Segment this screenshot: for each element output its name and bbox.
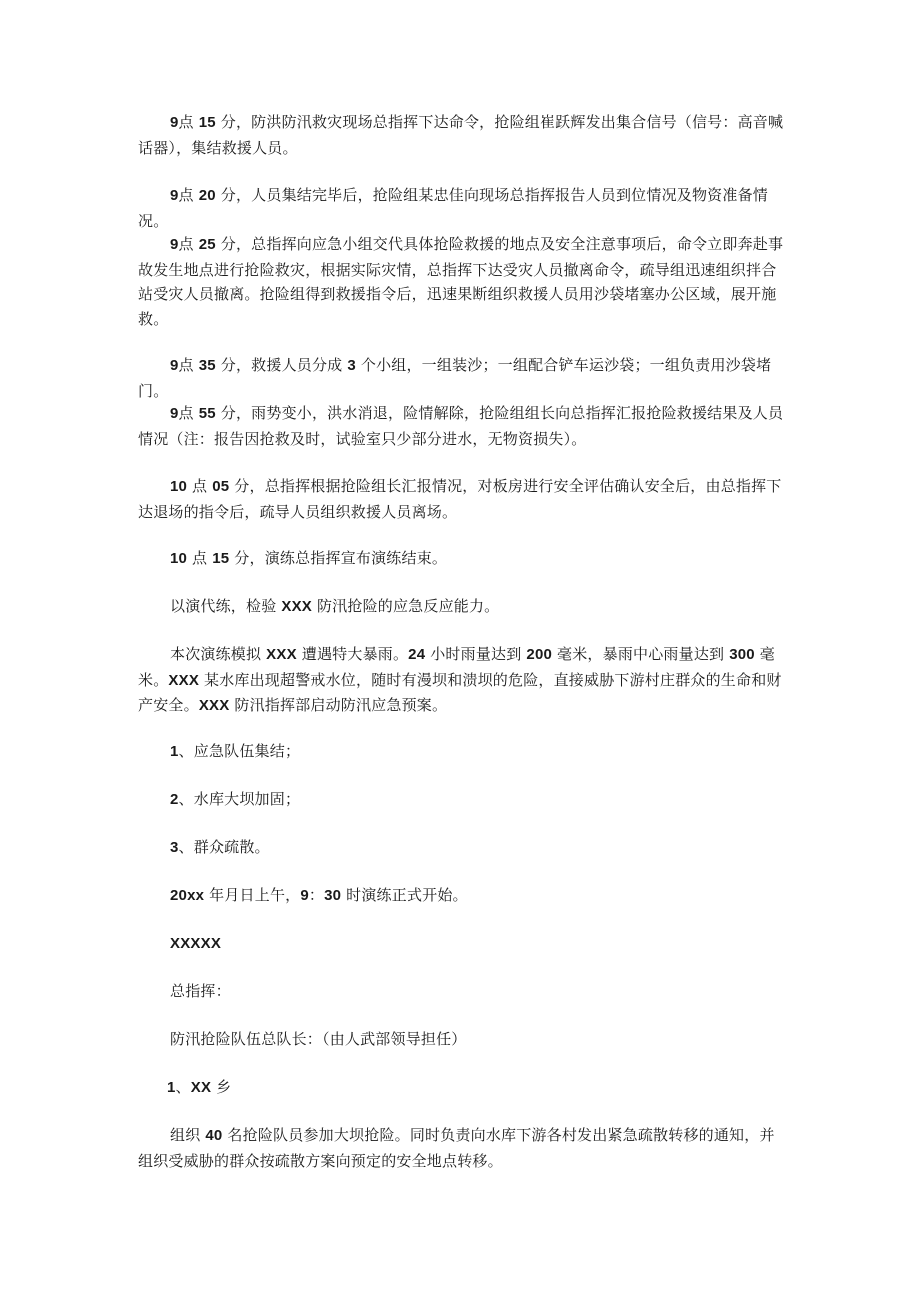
text: 本次演练模拟 (170, 645, 267, 663)
text: 24 (408, 646, 426, 663)
org-name: XXXXX (170, 935, 222, 952)
time-hour: 9 (170, 357, 179, 374)
text: 总指挥： (170, 982, 231, 1000)
text: XXX (281, 598, 312, 615)
text: 组织 (170, 1126, 206, 1144)
paragraph-0935 (138, 353, 788, 403)
text: 年月日上午， (204, 886, 301, 904)
text: 乡 (211, 1078, 232, 1096)
paragraph-1015 (138, 546, 788, 572)
text: 防汛抢险的应急反应能力。 (312, 597, 500, 615)
time-minute: 15 (212, 550, 230, 567)
text: 分，救援人员分成 (215, 356, 348, 374)
text: 20xx (170, 887, 205, 904)
text: 名抢险队员参加大坝抢险。同时负责向水库下游各村发出紧急疏散转移的通知，并组织受威胁的群众按疏散方案向预定的安全地点转移。 (138, 1126, 775, 1170)
time-minute: 25 (198, 236, 216, 253)
list-number: 1 (170, 743, 179, 760)
text: 分，人员集结完毕后，抢险组某忠佳向现场总指挥报告人员到位情况及物资准备情况。 (138, 186, 768, 230)
text: 时演练正式开始。 (341, 886, 468, 904)
list-text: 、应急队伍集结； (178, 742, 301, 760)
paragraph-purpose (138, 594, 788, 620)
text: 300 (729, 646, 755, 663)
text: 、 (175, 1078, 191, 1096)
list-number: 3 (170, 839, 179, 856)
list-text: 、群众疏散。 (178, 838, 270, 856)
text: 分，总指挥根据抢险组长汇报情况，对板房进行安全评估确认安全后，由总指挥下达退场的指令后，疏导人员组织救援人员离场。 (138, 477, 782, 521)
text: 分，雨势变小，洪水消退，险情解除，抢险组组长向总指挥汇报抢险救援结果及人员情况（注：报告因抢救及时，试验室只少部分进水，无物资损失）。 (138, 404, 784, 448)
time-hour: 10 (170, 550, 188, 567)
text: 分，演练总指挥宣布演练结束。 (229, 549, 448, 567)
text: 200 (526, 646, 553, 663)
time-minute: 05 (212, 478, 230, 495)
text: 以演代练，检验 (170, 597, 282, 615)
list-item (138, 787, 788, 813)
text: ： (308, 886, 325, 904)
township-heading (138, 1075, 788, 1101)
commander-label (138, 979, 788, 1004)
time-hour: 10 (170, 478, 188, 495)
paragraph-scenario (138, 642, 788, 719)
time-hour: 9 (170, 405, 179, 422)
time-minute: 20 (198, 187, 216, 204)
time-minute: 15 (198, 114, 216, 131)
text: XXX (266, 646, 297, 663)
paragraph-start-time (138, 883, 788, 909)
text: 点 (178, 113, 199, 131)
text: 分，总指挥向应急小组交代具体抢险救援的地点及安全注意事项后，命令立即奔赴事故发生地点进行抢险救灾，根据实际灾情，总指挥下达受灾人员撤离命令，疏导组迅速组织拌合站受灾人员撤离。抢险组得到救援指令后，迅速果断组织救援人员用沙袋堵塞办公区域，展开施救。 (138, 235, 784, 328)
text: 个小组，一组装沙；一组配合铲车运沙袋；一组负责用沙袋堵门。 (138, 356, 772, 400)
text: 30 (324, 887, 342, 904)
time-hour: 9 (170, 236, 179, 253)
org-heading (138, 931, 788, 957)
text: 防汛指挥部启动防汛应急预案。 (229, 696, 448, 714)
text: 某水库出现超警戒水位，随时有漫坝和溃坝的危险，直接威胁下游村庄群众的生命和财产安全。 (138, 670, 782, 714)
time-minute: 35 (198, 357, 216, 374)
text: XXX (168, 671, 200, 689)
text: 防汛抢险队伍总队长：（由人武部领导担任） (170, 1030, 467, 1048)
text: 点 (178, 356, 199, 374)
time-hour: 9 (170, 187, 179, 204)
text: 点 (178, 186, 199, 204)
text: 40 (205, 1127, 223, 1144)
paragraph-0915 (138, 110, 788, 160)
group-count: 3 (347, 357, 356, 374)
text: 点 (187, 549, 213, 567)
list-number: 2 (170, 791, 179, 808)
paragraph-0955 (138, 401, 788, 451)
paragraph-1005 (138, 474, 788, 524)
text: 1 (167, 1079, 176, 1096)
text: XXX (198, 697, 230, 714)
paragraph-township-task (138, 1123, 788, 1173)
list-item (138, 739, 788, 765)
text: 分，防洪防汛救灾现场总指挥下达命令，抢险组崔跃辉发出集合信号（信号：高音喊话器），集结救援人员。 (138, 113, 784, 157)
time-hour: 9 (170, 114, 179, 131)
text: 点 (178, 404, 199, 422)
paragraph-0920 (138, 183, 788, 233)
text: 小时雨量达到 (425, 645, 527, 663)
list-text: 、水库大坝加固； (178, 790, 301, 808)
paragraph-0925 (138, 232, 788, 331)
text: 毫米，暴雨中心雨量达到 (552, 645, 730, 663)
list-item (138, 835, 788, 861)
team-leader-label (138, 1027, 788, 1052)
text: 遭遇特大暴雨。 (296, 645, 409, 663)
text: 点 (178, 235, 199, 253)
text: 9 (300, 887, 309, 904)
time-minute: 55 (198, 405, 216, 422)
text: 点 (187, 477, 213, 495)
text: XX (190, 1079, 212, 1096)
text: 毫米。 (138, 645, 775, 689)
